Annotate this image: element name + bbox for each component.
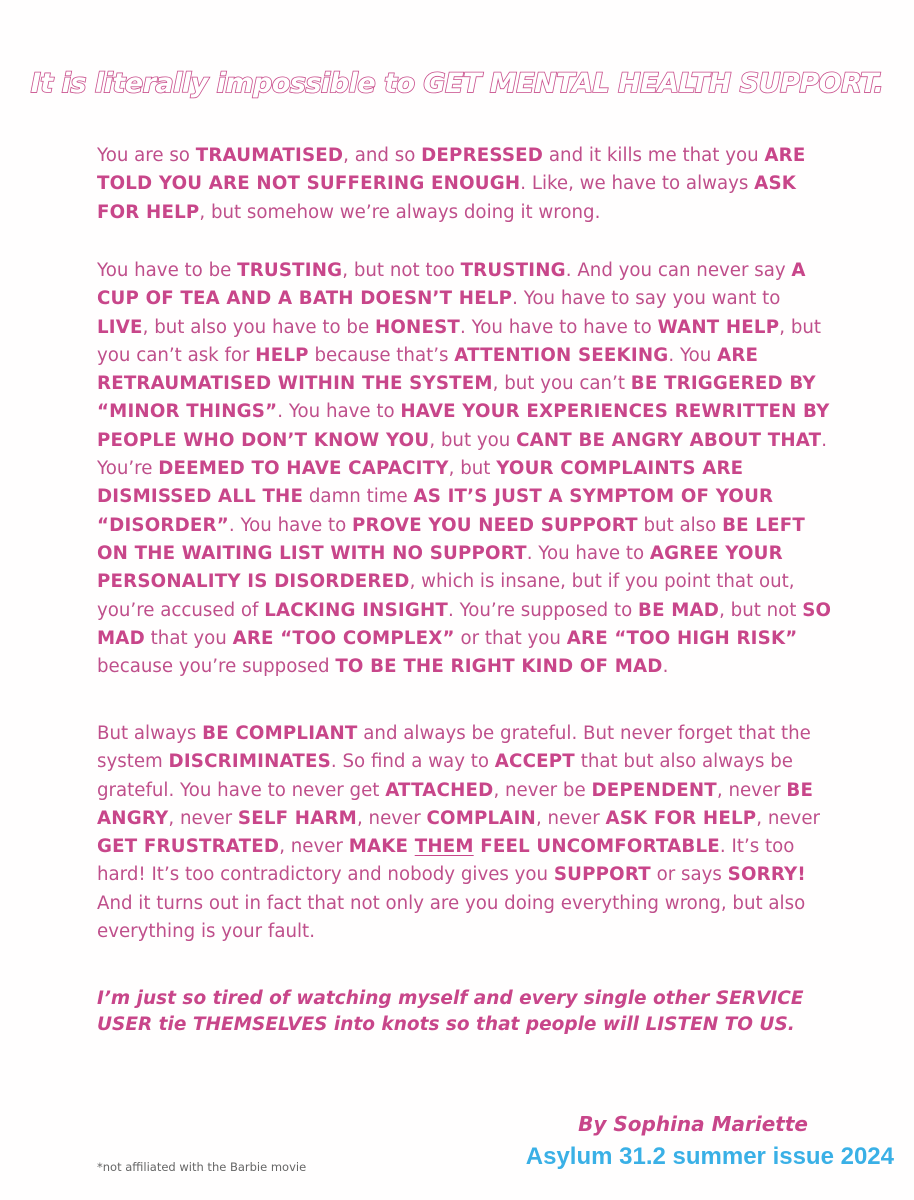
body-text: . You have to have to	[460, 316, 658, 338]
author-byline: By Sophina Mariette	[578, 1112, 808, 1136]
body-text: , but somehow we’re always doing it wrong.	[199, 201, 601, 223]
emphasis-text: CANT BE ANGRY ABOUT THAT	[516, 429, 822, 451]
body-text: You have to be	[97, 260, 238, 281]
emphasis-text: DEPRESSED	[421, 145, 544, 166]
paragraph-3	[97, 720, 837, 946]
body-text: that you	[144, 627, 233, 649]
body-text: . So find a way to	[330, 751, 495, 773]
emphasis-text: ASK FOR HELP	[97, 173, 797, 223]
emphasis-text: TRUSTING	[460, 260, 566, 281]
body-text: , but also you have to be	[142, 316, 375, 338]
body-text: , never	[756, 807, 820, 829]
emphasis-text: ATTACHED	[385, 779, 494, 801]
emphasis-text: SUPPORT	[553, 864, 651, 886]
body-text: . You	[668, 344, 718, 366]
emphasis-text: LIVE	[97, 316, 143, 338]
emphasis-text: BE COMPLIANT	[202, 723, 358, 744]
underlined-emphasis-text: THEM	[414, 836, 474, 858]
emphasis-text: FEEL UNCOMFORTABLE	[473, 836, 720, 858]
emphasis-text: BE ANGRY	[97, 779, 814, 829]
body-text: .	[662, 656, 669, 678]
body-text: , never	[279, 836, 349, 858]
emphasis-text: ARE RETRAUMATISED WITHIN THE SYSTEM	[97, 344, 759, 395]
emphasis-text: ARE “TOO HIGH RISK”	[566, 627, 798, 649]
body-text: that but also always be grateful. You have to never get	[97, 751, 793, 801]
source-caption: Asylum 31.2 summer issue 2024	[525, 1143, 894, 1170]
emphasis-text: ACCEPT	[494, 751, 575, 773]
emphasis-text: PROVE YOU NEED SUPPORT	[352, 514, 638, 536]
body-text: or that you	[454, 627, 567, 649]
body-text: , but	[448, 458, 497, 480]
body-text: and always be grateful. But never forget that the system	[97, 723, 811, 773]
emphasis-text: WANT HELP	[657, 316, 780, 338]
emphasis-text: SO MAD	[97, 599, 832, 649]
emphasis-text: HONEST	[374, 316, 460, 338]
body-text: . It’s too hard! It’s too contradictory and nobody gives you	[97, 836, 795, 886]
emphasis-text: TO BE THE RIGHT KIND OF MAD	[335, 656, 663, 678]
emphasis-text: GET FRUSTRATED	[97, 836, 280, 858]
emphasis-text: SORRY!	[727, 864, 806, 886]
body-text: and it kills me that you	[543, 145, 765, 166]
body-text: , but you can’t	[492, 373, 631, 395]
body-text: because that’s	[308, 344, 455, 366]
emphasis-text: MAKE	[348, 836, 415, 858]
body-text: . And you can never say	[565, 260, 792, 281]
body-text: , which is insane, but if you point that out, you’re accused of	[97, 571, 795, 621]
body-text: , never	[168, 807, 238, 829]
emphasis-text: DISCRIMINATES	[168, 751, 331, 773]
emphasis-text: BE TRIGGERED BY “MINOR THINGS”	[97, 373, 816, 423]
body-text: because you’re supposed	[97, 656, 336, 678]
body-text: damn time	[303, 486, 414, 508]
body-text: , never	[356, 807, 427, 829]
emphasis-text: ARE TOLD YOU ARE NOT SUFFERING ENOUGH	[97, 145, 806, 195]
emphasis-text: ATTENTION SEEKING	[454, 344, 669, 366]
emphasis-text: LACKING INSIGHT	[264, 599, 448, 621]
article-title: It is literally impossible to GET MENTAL HEALTH SUPPORT.	[30, 68, 884, 99]
emphasis-text: TRAUMATISED	[195, 145, 344, 166]
body-text: , and so	[343, 145, 422, 166]
body-text: , but not too	[342, 260, 461, 281]
body-text: . You’re	[97, 429, 828, 480]
body-text: , but not	[719, 599, 803, 621]
body-text: . You have to	[228, 514, 353, 536]
body-text: . Like, we have to always	[520, 173, 755, 195]
emphasis-text: SELF HARM	[237, 807, 357, 829]
emphasis-text: DEPENDENT	[591, 779, 717, 801]
emphasis-text: HELP	[255, 344, 309, 366]
emphasis-text: HAVE YOUR EXPERIENCES REWRITTEN BY PEOPLE WHO DON’T KNOW YOU	[97, 401, 830, 451]
emphasis-text: YOUR COMPLAINTS ARE DISMISSED ALL THE	[97, 458, 744, 508]
body-text: You are so	[97, 145, 196, 166]
emphasis-text: TRUSTING	[237, 260, 343, 281]
body-text: , but you can’t ask for	[97, 316, 822, 366]
body-text: . You have to say you want to	[512, 288, 781, 310]
body-text: . You have to	[277, 401, 401, 423]
body-text: . You have to	[526, 542, 650, 564]
emphasis-text: ARE “TOO COMPLEX”	[232, 627, 455, 649]
emphasis-text: AGREE YOUR PERSONALITY IS DISORDERED	[97, 542, 783, 593]
body-text: But always	[97, 723, 203, 744]
closing-statement: I’m just so tired of watching myself and every single other SERVICE USER tie THEMSELVES into knots so that people will LISTEN TO US.	[97, 988, 804, 1035]
body-text: , never	[535, 807, 606, 829]
emphasis-text: AS IT’S JUST A SYMPTOM OF YOUR “DISORDER”	[97, 486, 774, 536]
emphasis-text: BE MAD	[638, 599, 720, 621]
body-text: , never be	[493, 779, 592, 801]
body-text: but also	[637, 514, 723, 536]
emphasis-text: BE LEFT ON THE WAITING LIST WITH NO SUPPORT	[97, 514, 805, 564]
emphasis-text: DEEMED TO HAVE CAPACITY	[158, 458, 449, 480]
footnote: *not affiliated with the Barbie movie	[97, 1160, 307, 1174]
emphasis-text: ASK FOR HELP	[605, 807, 757, 829]
body-text: , never	[716, 779, 787, 801]
paragraph-1	[97, 142, 837, 227]
body-text: And it turns out in fact that not only are you doing everything wrong, but also everything is your fault.	[97, 892, 806, 943]
paragraph-2	[97, 257, 837, 681]
body-text: , but you	[429, 429, 517, 451]
emphasis-text: A CUP OF TEA AND A BATH DOESN’T HELP	[97, 260, 806, 310]
emphasis-text: COMPLAIN	[426, 807, 536, 829]
body-text: or says	[650, 864, 728, 886]
body-text: . You’re supposed to	[448, 599, 638, 621]
